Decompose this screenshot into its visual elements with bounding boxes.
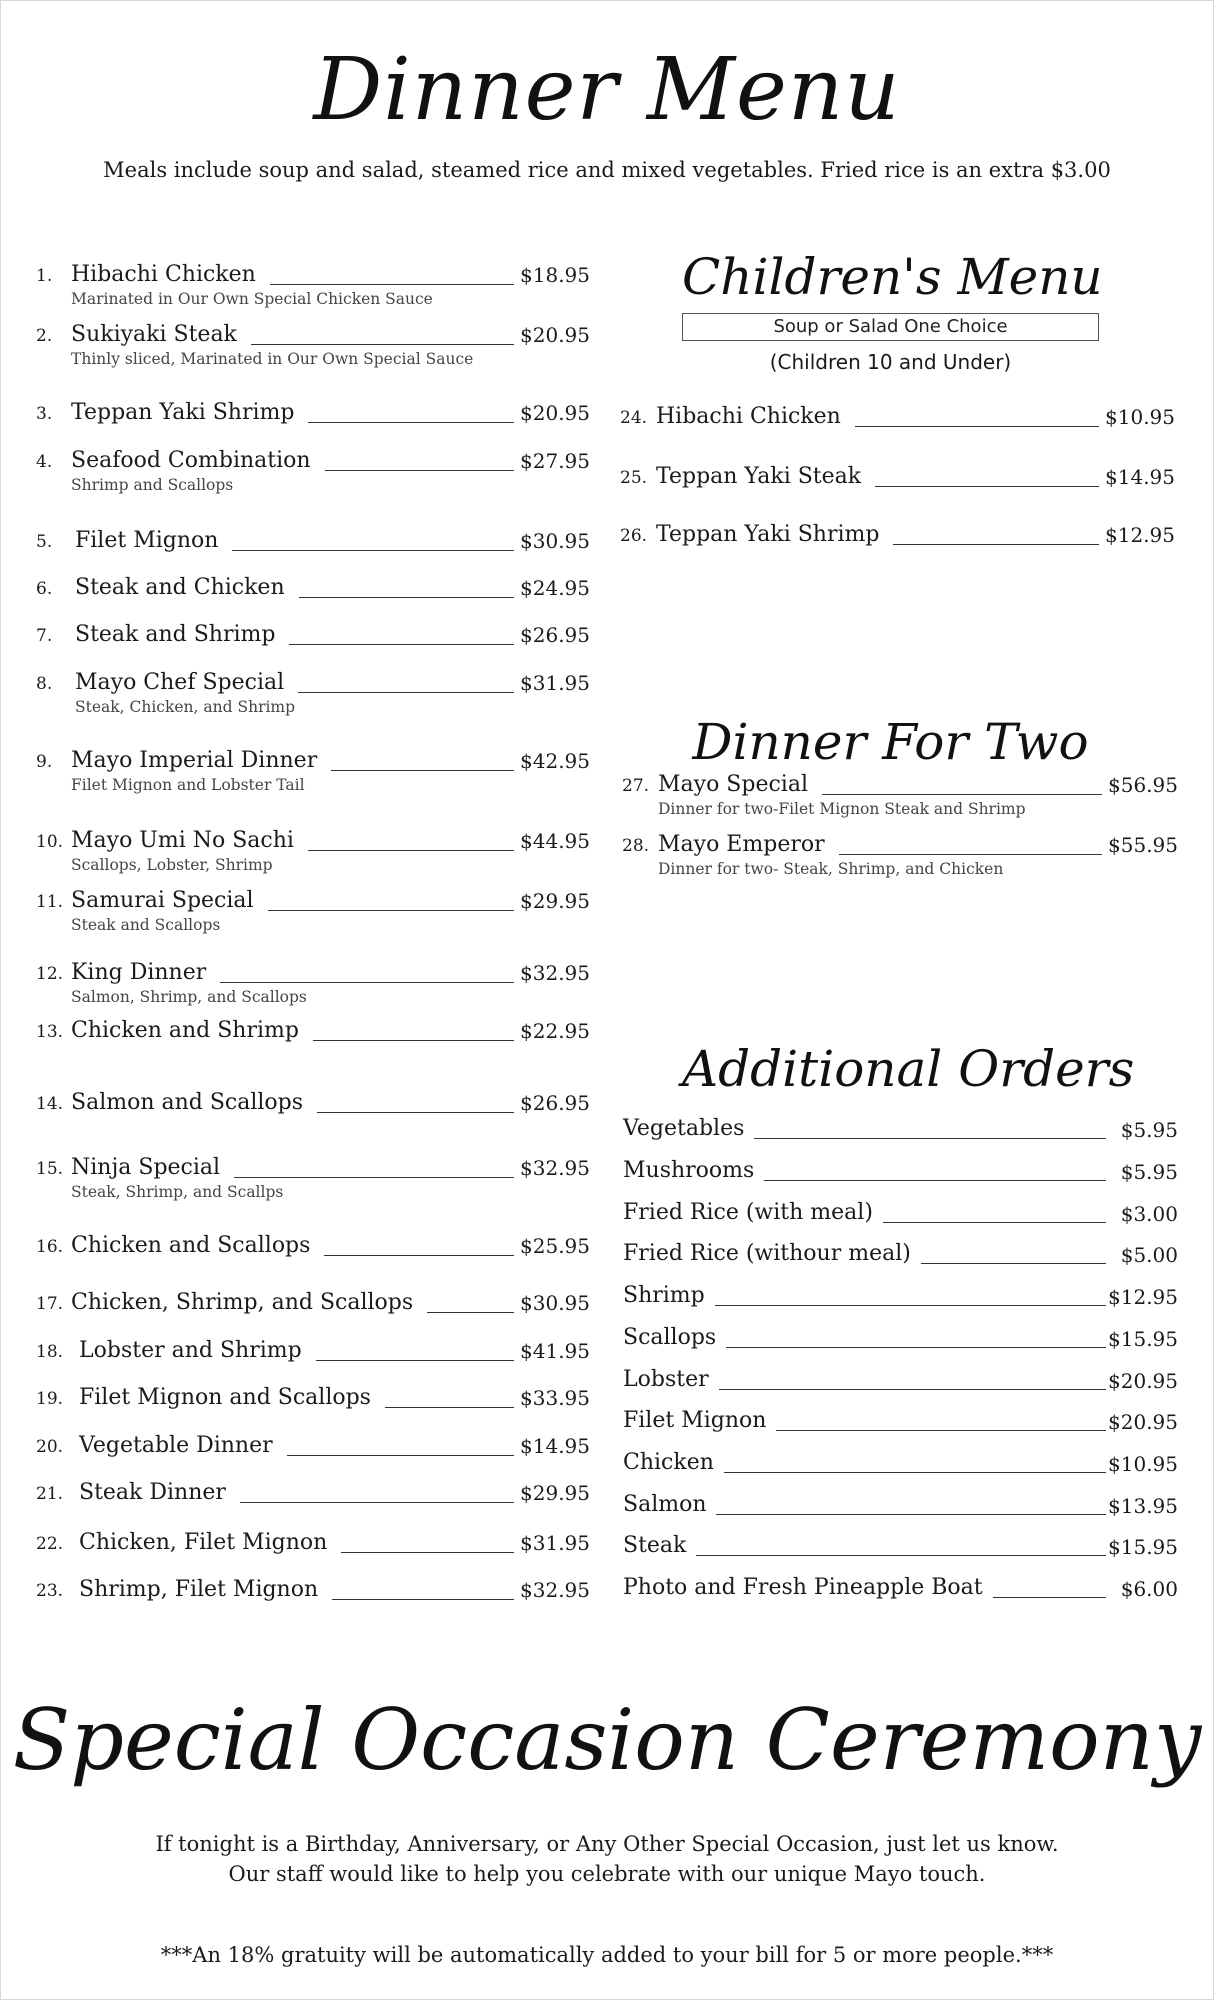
item-price: $12.95 — [1105, 523, 1175, 547]
leader-line — [839, 854, 1102, 855]
item-name: Sukiyaki Steak — [71, 322, 245, 347]
item-name: Teppan Yaki Shrimp — [656, 522, 887, 547]
menu-item — [36, 262, 590, 308]
additional-order-item — [623, 1575, 1178, 1607]
item-number: 27. — [622, 776, 650, 796]
leader-line — [754, 1138, 1106, 1139]
leader-line — [232, 550, 514, 551]
item-name: Vegetables — [623, 1116, 750, 1141]
item-name: Samurai Special — [71, 888, 262, 913]
item-price: $27.95 — [520, 449, 590, 473]
item-price: $13.95 — [1108, 1494, 1178, 1518]
item-price: $41.95 — [520, 1339, 590, 1363]
item-name: Filet Mignon — [623, 1408, 772, 1433]
additional-order-item — [623, 1158, 1178, 1190]
item-price: $5.00 — [1120, 1243, 1178, 1267]
item-number: 13. — [36, 1022, 64, 1042]
item-name: Mayo Imperial Dinner — [71, 748, 325, 773]
menu-item — [36, 888, 590, 934]
item-name: Chicken and Shrimp — [71, 1018, 307, 1043]
item-name: Filet Mignon — [75, 528, 226, 553]
additional-order-item — [623, 1283, 1178, 1315]
item-number: 16. — [36, 1237, 64, 1257]
item-number: 22. — [36, 1534, 64, 1554]
item-name: Ninja Special — [71, 1155, 228, 1180]
menu-item — [36, 1233, 590, 1273]
item-price: $15.95 — [1108, 1535, 1178, 1559]
special-occasion-line-1: If tonight is a Birthday, Anniversary, or Any Other Special Occasion, just let us know. — [155, 1832, 1059, 1856]
item-name: Lobster and Shrimp — [79, 1338, 310, 1363]
leader-line — [234, 1177, 514, 1178]
item-price: $33.95 — [520, 1386, 590, 1410]
item-price: $25.95 — [520, 1234, 590, 1258]
item-number: 20. — [36, 1437, 64, 1457]
item-price: $30.95 — [520, 529, 590, 553]
additional-order-item — [623, 1450, 1178, 1482]
additional-orders-title: Additional Orders — [682, 1040, 1135, 1098]
item-price: $22.95 — [520, 1019, 590, 1043]
additional-order-item — [623, 1492, 1178, 1524]
leader-line — [298, 692, 514, 693]
leader-line — [240, 1502, 514, 1503]
menu-item — [36, 748, 590, 794]
item-name: Mayo Chef Special — [75, 670, 292, 695]
item-name: Steak and Chicken — [75, 575, 293, 600]
menu-item — [36, 1433, 590, 1473]
additional-order-item — [623, 1325, 1178, 1357]
menu-item — [36, 1577, 590, 1617]
item-name: Steak — [623, 1533, 692, 1558]
menu-item — [36, 448, 590, 494]
leader-line — [719, 1389, 1106, 1390]
menu-item — [620, 404, 1175, 444]
leader-line — [716, 1514, 1106, 1515]
item-number: 15. — [36, 1159, 64, 1179]
leader-line — [220, 982, 514, 983]
leader-line — [268, 910, 514, 911]
item-number: 17. — [36, 1294, 64, 1314]
leader-line — [341, 1552, 514, 1553]
leader-line — [287, 1455, 514, 1456]
item-price: $20.95 — [1108, 1410, 1178, 1434]
item-name: Mayo Special — [658, 772, 816, 797]
item-description: Filet Mignon and Lobster Tail — [71, 776, 305, 794]
item-number: 25. — [620, 468, 648, 488]
item-number: 8. — [36, 674, 53, 694]
item-price: $15.95 — [1108, 1327, 1178, 1351]
item-price: $24.95 — [520, 576, 590, 600]
item-number: 28. — [622, 836, 650, 856]
menu-item — [36, 528, 590, 568]
leader-line — [299, 597, 514, 598]
item-name: Filet Mignon and Scallops — [79, 1385, 379, 1410]
item-description: Scallops, Lobster, Shrimp — [71, 856, 273, 874]
item-price: $5.95 — [1120, 1160, 1178, 1184]
item-number: 12. — [36, 964, 64, 984]
item-name: Chicken — [623, 1450, 720, 1475]
item-price: $32.95 — [520, 1156, 590, 1180]
leader-line — [921, 1263, 1106, 1264]
item-number: 11. — [36, 892, 64, 912]
leader-line — [331, 770, 514, 771]
item-name: Chicken, Filet Mignon — [79, 1530, 335, 1555]
item-name: Seafood Combination — [71, 448, 319, 473]
item-price: $29.95 — [520, 889, 590, 913]
item-number: 5. — [36, 532, 53, 552]
menu-item — [620, 522, 1175, 562]
item-number: 26. — [620, 526, 648, 546]
item-price: $29.95 — [520, 1481, 590, 1505]
leader-line — [289, 644, 514, 645]
item-number: 23. — [36, 1581, 64, 1601]
menu-item — [36, 575, 590, 615]
menu-item — [620, 464, 1175, 504]
item-price: $20.95 — [520, 323, 590, 347]
additional-order-item — [623, 1533, 1178, 1565]
menu-item — [36, 1290, 590, 1330]
item-name: Teppan Yaki Steak — [656, 464, 869, 489]
item-name: Photo and Fresh Pineapple Boat — [623, 1575, 989, 1600]
item-price: $20.95 — [520, 401, 590, 425]
additional-order-item — [623, 1367, 1178, 1399]
page-title: Dinner Menu — [313, 40, 901, 140]
item-name: Salmon and Scallops — [71, 1090, 311, 1115]
item-price: $32.95 — [520, 1578, 590, 1602]
item-price: $14.95 — [520, 1434, 590, 1458]
item-name: Lobster — [623, 1367, 715, 1392]
leader-line — [270, 284, 514, 285]
item-description: Steak, Chicken, and Shrimp — [75, 698, 296, 716]
childrens-menu-title: Children's Menu — [682, 248, 1103, 306]
item-number: 19. — [36, 1389, 64, 1409]
leader-line — [724, 1472, 1106, 1473]
item-price: $18.95 — [520, 263, 590, 287]
leader-line — [324, 1255, 514, 1256]
leader-line — [317, 1112, 514, 1113]
menu-item — [36, 400, 590, 440]
menu-item — [622, 772, 1178, 818]
leader-line — [726, 1347, 1106, 1348]
item-description: Steak, Shrimp, and Scallps — [71, 1183, 284, 1201]
item-price: $6.00 — [1120, 1577, 1178, 1601]
item-description: Dinner for two- Steak, Shrimp, and Chicken — [658, 860, 1004, 878]
leader-line — [776, 1430, 1106, 1431]
menu-item — [622, 832, 1178, 878]
item-number: 14. — [36, 1094, 64, 1114]
gratuity-note: ***An 18% gratuity will be automatically added to your bill for 5 or more people.*** — [160, 1943, 1054, 1967]
item-number: 9. — [36, 752, 53, 772]
item-price: $44.95 — [520, 829, 590, 853]
leader-line — [875, 486, 1099, 487]
item-price: $56.95 — [1108, 773, 1178, 797]
additional-order-item — [623, 1200, 1178, 1232]
menu-item — [36, 1530, 590, 1570]
item-name: Mushrooms — [623, 1158, 760, 1183]
item-name: Mayo Umi No Sachi — [71, 828, 302, 853]
additional-order-item — [623, 1408, 1178, 1440]
item-price: $31.95 — [520, 671, 590, 695]
item-price: $10.95 — [1108, 1452, 1178, 1476]
item-name: King Dinner — [71, 960, 214, 985]
childrens-menu-age-note: (Children 10 and Under) — [769, 350, 1012, 374]
menu-item — [36, 1480, 590, 1520]
item-price: $55.95 — [1108, 833, 1178, 857]
menu-item — [36, 1018, 590, 1058]
leader-line — [696, 1555, 1106, 1556]
item-number: 10. — [36, 832, 64, 852]
item-price: $42.95 — [520, 749, 590, 773]
item-description: Steak and Scallops — [71, 916, 221, 934]
menu-item — [36, 960, 590, 1006]
item-name: Fried Rice (withour meal) — [623, 1241, 917, 1266]
menu-item — [36, 1338, 590, 1378]
item-name: Chicken and Scallops — [71, 1233, 318, 1258]
item-price: $5.95 — [1120, 1118, 1178, 1142]
item-price: $32.95 — [520, 961, 590, 985]
leader-line — [427, 1312, 514, 1313]
additional-order-item — [623, 1116, 1178, 1148]
item-name: Shrimp — [623, 1283, 711, 1308]
leader-line — [251, 344, 514, 345]
special-occasion-title: Special Occasion Ceremony — [12, 1691, 1202, 1789]
item-description: Thinly sliced, Marinated in Our Own Special Sauce — [71, 350, 474, 368]
childrens-menu-choice-box: Soup or Salad One Choice — [682, 313, 1099, 341]
item-number: 21. — [36, 1484, 64, 1504]
leader-line — [822, 794, 1102, 795]
leader-line — [385, 1407, 514, 1408]
item-price: $31.95 — [520, 1531, 590, 1555]
item-number: 7. — [36, 626, 53, 646]
item-price: $20.95 — [1108, 1369, 1178, 1393]
menu-item — [36, 1090, 590, 1130]
leader-line — [308, 422, 514, 423]
item-number: 6. — [36, 579, 53, 599]
item-name: Hibachi Chicken — [71, 262, 264, 287]
item-name: Teppan Yaki Shrimp — [71, 400, 302, 425]
item-price: $30.95 — [520, 1291, 590, 1315]
item-price: $10.95 — [1105, 405, 1175, 429]
item-description: Dinner for two-Filet Mignon Steak and Shrimp — [658, 800, 1026, 818]
item-price: $26.95 — [520, 1091, 590, 1115]
leader-line — [715, 1305, 1106, 1306]
item-price: $12.95 — [1108, 1285, 1178, 1309]
item-number: 24. — [620, 408, 648, 428]
item-name: Shrimp, Filet Mignon — [79, 1577, 326, 1602]
menu-item — [36, 1385, 590, 1425]
menu-item — [36, 1155, 590, 1201]
item-name: Steak Dinner — [79, 1480, 234, 1505]
leader-line — [325, 470, 514, 471]
menu-item — [36, 828, 590, 874]
item-number: 18. — [36, 1342, 64, 1362]
dinner-for-two-title: Dinner For Two — [692, 713, 1089, 771]
additional-order-item — [623, 1241, 1178, 1273]
item-name: Steak and Shrimp — [75, 622, 283, 647]
leader-line — [308, 850, 514, 851]
leader-line — [893, 544, 1099, 545]
item-description: Salmon, Shrimp, and Scallops — [71, 988, 307, 1006]
leader-line — [764, 1180, 1106, 1181]
leader-line — [313, 1040, 514, 1041]
item-name: Salmon — [623, 1492, 713, 1517]
item-name: Scallops — [623, 1325, 722, 1350]
item-price: $14.95 — [1105, 465, 1175, 489]
leader-line — [316, 1360, 514, 1361]
item-price: $3.00 — [1120, 1202, 1178, 1226]
leader-line — [883, 1222, 1106, 1223]
item-name: Hibachi Chicken — [656, 404, 849, 429]
item-name: Vegetable Dinner — [79, 1433, 281, 1458]
item-number: 1. — [36, 266, 53, 286]
item-description: Shrimp and Scallops — [71, 476, 234, 494]
item-description: Marinated in Our Own Special Chicken Sauce — [71, 290, 433, 308]
item-name: Fried Rice (with meal) — [623, 1200, 879, 1225]
item-number: 4. — [36, 452, 53, 472]
page-subtitle: Meals include soup and salad, steamed rice and mixed vegetables. Fried rice is an extra $3.00 — [103, 158, 1111, 182]
leader-line — [855, 426, 1099, 427]
item-number: 2. — [36, 326, 53, 346]
item-name: Mayo Emperor — [658, 832, 833, 857]
item-name: Chicken, Shrimp, and Scallops — [71, 1290, 421, 1315]
menu-item — [36, 322, 590, 368]
menu-item — [36, 622, 590, 662]
item-price: $26.95 — [520, 623, 590, 647]
menu-item — [36, 670, 590, 716]
leader-line — [332, 1599, 514, 1600]
item-number: 3. — [36, 404, 53, 424]
leader-line — [993, 1597, 1106, 1598]
special-occasion-line-2: Our staff would like to help you celebrate with our unique Mayo touch. — [228, 1862, 986, 1886]
